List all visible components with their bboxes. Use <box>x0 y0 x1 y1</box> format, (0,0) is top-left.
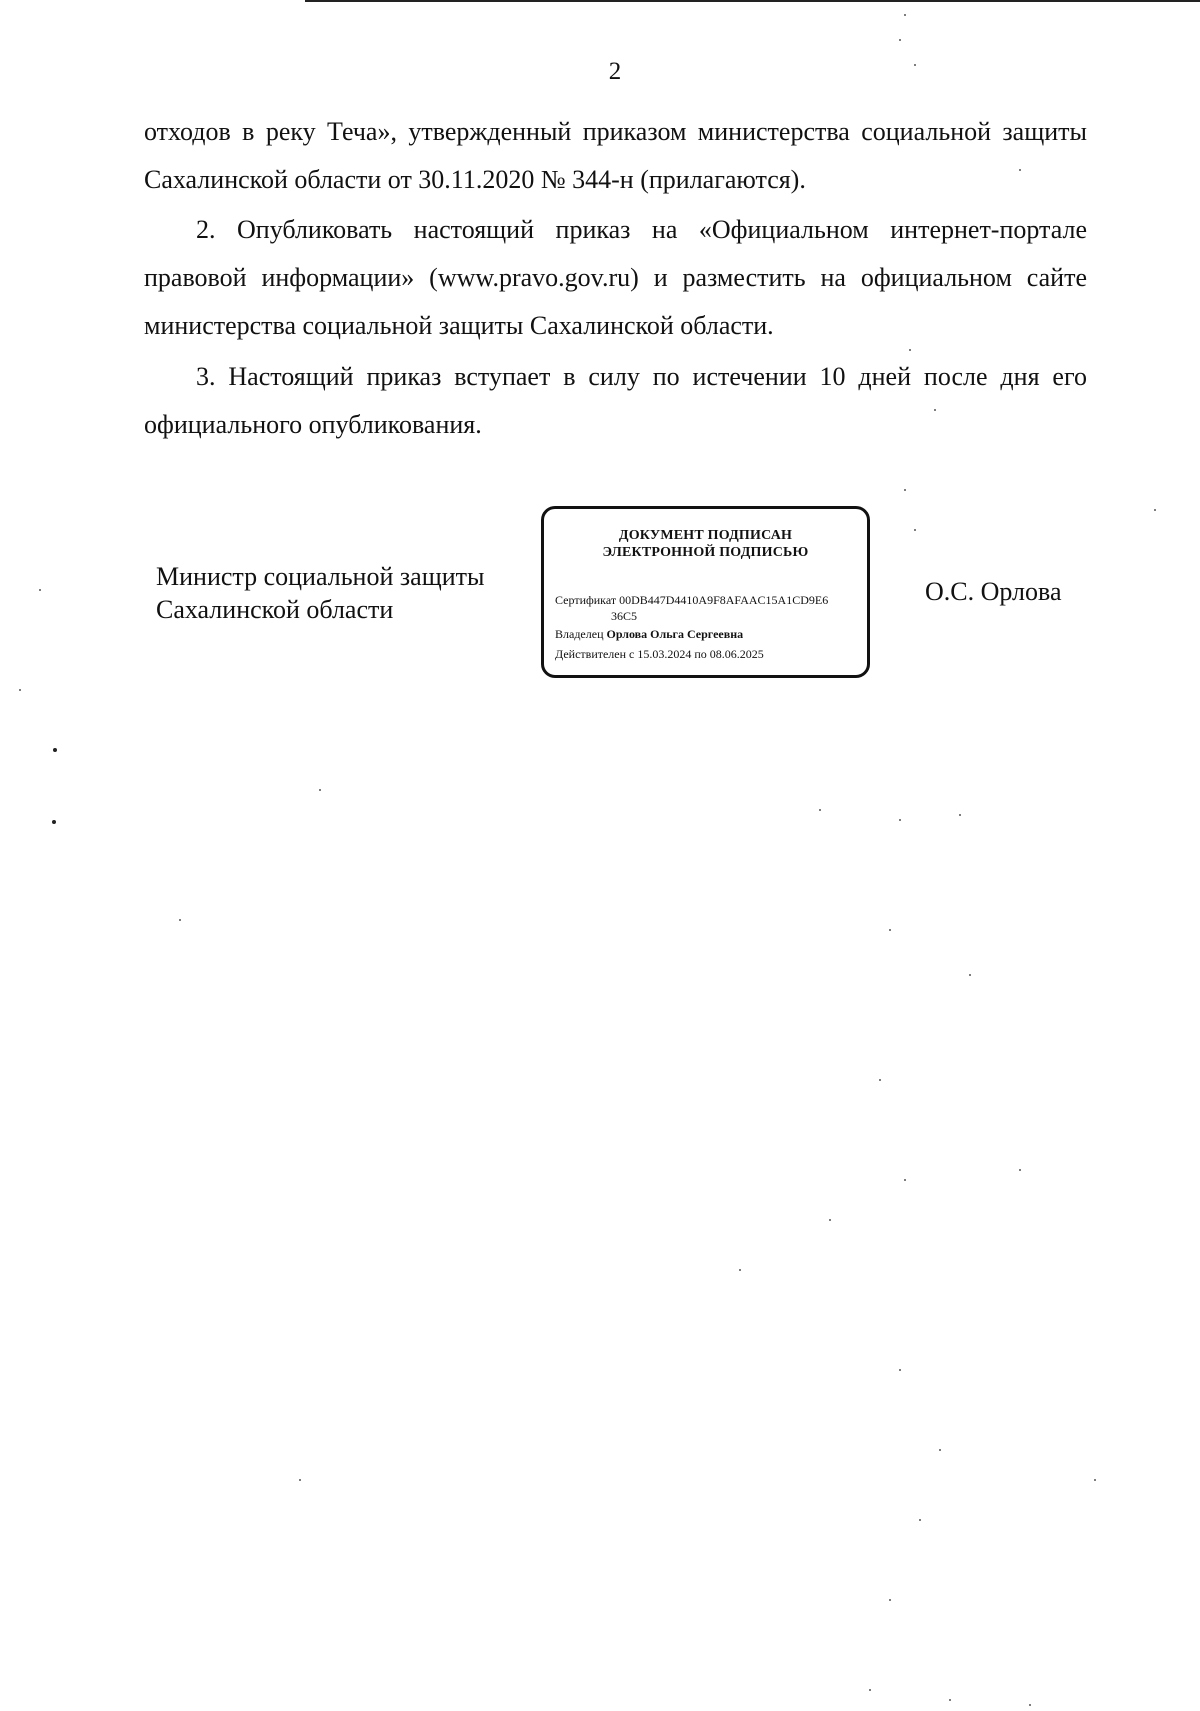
paragraph-1-text: отходов в реку Теча», утвержденный приказом министерства социальной защиты Сахалинской области от 30.11.2020 № 344-н (прилагаются). <box>144 117 1087 194</box>
stamp-title-line-2: ЭЛЕКТРОННОЙ ПОДПИСЬЮ <box>602 545 809 560</box>
paragraph-3-text: 3. Настоящий приказ вступает в силу по истечении 10 дней после дня его официального опубликования. <box>144 362 1087 439</box>
signer-position-line-2: Сахалинской области <box>156 595 394 624</box>
stamp-certificate-label: Сертификат <box>555 593 617 607</box>
signer-position-line-1: Министр социальной защиты <box>156 562 485 591</box>
stamp-certificate-continued: 36C5 <box>611 609 638 623</box>
stamp-certificate-value: 00DB447D4410A9F8AFAAC15A1CD9E6 <box>619 593 829 607</box>
stamp-owner-label: Владелец <box>555 627 604 641</box>
signer-name: О.С. Орлова <box>925 577 1062 606</box>
paragraph-2-text: 2. Опубликовать настоящий приказ на «Официальном интернет-портале правовой информации» (www.pravo.gov.ru) и разместить на официальном сайте министерства социальной защиты Сахалинской области. <box>144 215 1087 340</box>
stamp-validity: Действителен с 15.03.2024 по 08.06.2025 <box>555 647 764 661</box>
page-number: 2 <box>608 58 622 85</box>
stamp-title-line-1: ДОКУМЕНТ ПОДПИСАН <box>618 528 793 543</box>
stamp-owner-name: Орлова Ольга Сергеевна <box>606 627 744 641</box>
